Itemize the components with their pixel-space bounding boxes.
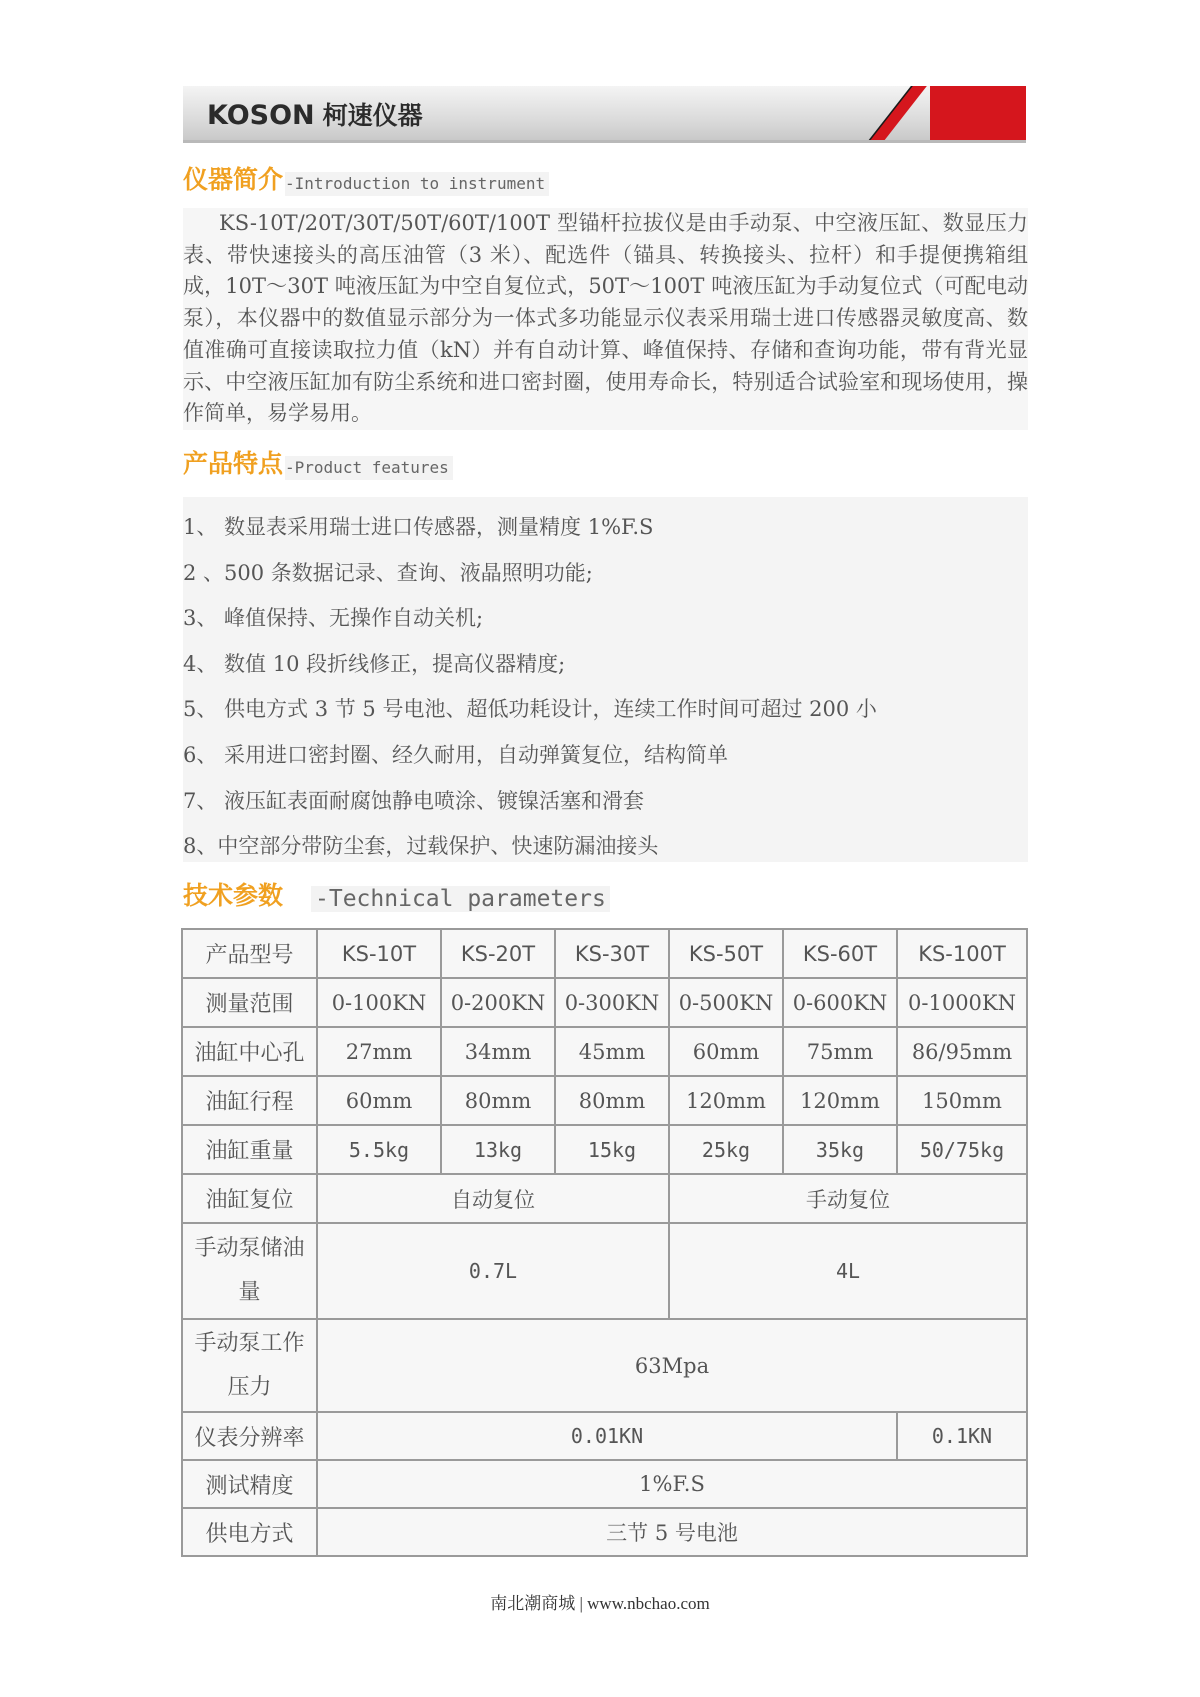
brand-name-cn: 柯速仪器 bbox=[322, 101, 423, 130]
feature-item: 6、 采用进口密封圈、经久耐用，自动弹簧复位，结构简单 bbox=[183, 743, 729, 767]
table-row-accuracy bbox=[182, 1460, 1027, 1508]
features-heading bbox=[183, 444, 453, 480]
value-cell: 0.01KN bbox=[317, 1412, 897, 1460]
value-cell: 80mm bbox=[441, 1076, 555, 1125]
features-heading-en: -Product features bbox=[285, 456, 453, 480]
row-label-cell bbox=[182, 1223, 317, 1319]
intro-paragraph bbox=[183, 208, 1028, 430]
row-label-cell: 油缸中心孔 bbox=[182, 1027, 317, 1076]
value-cell: 5.5kg bbox=[317, 1125, 441, 1174]
value-cell: 63Mpa bbox=[317, 1319, 1027, 1412]
features-heading-cn: 产品特点 bbox=[183, 449, 284, 478]
row-label-cell bbox=[182, 1319, 317, 1412]
table-row bbox=[182, 1027, 1027, 1076]
table-row bbox=[182, 978, 1027, 1027]
value-cell: 25kg bbox=[669, 1125, 783, 1174]
table-row-pressure bbox=[182, 1319, 1027, 1412]
feature-item: 8、中空部分带防尘套，过载保护、快速防漏油接头 bbox=[183, 834, 659, 858]
table-row-oil bbox=[182, 1223, 1027, 1319]
table-header-row bbox=[182, 929, 1027, 978]
model-cell: KS-20T bbox=[441, 929, 555, 978]
value-cell: 1%F.S bbox=[317, 1460, 1027, 1508]
intro-text: KS-10T/20T/30T/50T/60T/100T 型锚杆拉拔仪是由手动泵、中空液压缸、数显压力表、带快速接头的高压油管（3 米）、配选件（锚具、转换接头、拉杆）和手提便携箱组成，10T～30T 吨液压缸为中空自复位式，50T～100T 吨液压缸为手动复位式（可配电动泵），本仪器中的数值显示部分为一体式多功能显示仪表采用瑞士进口传感器灵敏度高、数值准确可直接读取拉力值（kN）并有自动计算、峰值保持、存储和查询功能，带有背光显示、中空液压缸加有防尘系统和进口密封圈，使用寿命长，特别适合试验室和现场使用，操作简单，易学易用。 bbox=[183, 211, 1028, 426]
value-cell: 0.1KN bbox=[897, 1412, 1027, 1460]
row-label-cell: 测量范围 bbox=[182, 978, 317, 1027]
row-label-cell: 仪表分辨率 bbox=[182, 1412, 317, 1460]
intro-heading-en: -Introduction to instrument bbox=[285, 172, 549, 196]
value-cell: 0-500KN bbox=[669, 978, 783, 1027]
banner-red-block bbox=[930, 86, 1026, 140]
intro-heading bbox=[183, 160, 549, 196]
value-cell: 60mm bbox=[317, 1076, 441, 1125]
value-cell: 75mm bbox=[783, 1027, 897, 1076]
model-cell: KS-100T bbox=[897, 929, 1027, 978]
feature-item: 2 、500 条数据记录、查询、液晶照明功能; bbox=[183, 561, 593, 585]
value-cell: 45mm bbox=[555, 1027, 669, 1076]
value-cell: 0-100KN bbox=[317, 978, 441, 1027]
header-label-cell: 产品型号 bbox=[182, 929, 317, 978]
footer-text: 南北潮商城 | www.nbchao.com bbox=[490, 1594, 710, 1613]
feature-item: 4、 数值 10 段折线修正，提高仪器精度; bbox=[183, 652, 566, 676]
value-cell: 80mm bbox=[555, 1076, 669, 1125]
value-cell: 三节 5 号电池 bbox=[317, 1508, 1027, 1556]
row-label-cell: 测试精度 bbox=[182, 1460, 317, 1508]
row-label-cell: 供电方式 bbox=[182, 1508, 317, 1556]
model-cell: KS-10T bbox=[317, 929, 441, 978]
table-row bbox=[182, 1076, 1027, 1125]
row-label-line: 压力 bbox=[227, 1374, 272, 1400]
value-cell: 4L bbox=[669, 1223, 1027, 1319]
banner-red-stripe bbox=[864, 86, 930, 143]
feature-item: 3、 峰值保持、无操作自动关机; bbox=[183, 606, 484, 630]
value-cell-auto-reset: 自动复位 bbox=[317, 1174, 669, 1223]
feature-item: 7、 液压缸表面耐腐蚀静电喷涂、镀镍活塞和滑套 bbox=[183, 789, 645, 813]
feature-item: 5、 供电方式 3 节 5 号电池、超低功耗设计，连续工作时间可超过 200 小 bbox=[183, 697, 877, 721]
row-label-line: 手动泵储油 bbox=[194, 1236, 305, 1261]
brand-name-en: KOSON bbox=[207, 100, 315, 131]
value-cell: 86/95mm bbox=[897, 1027, 1027, 1076]
table-row bbox=[182, 1125, 1027, 1174]
features-list bbox=[183, 497, 1028, 862]
table-row-reset bbox=[182, 1174, 1027, 1223]
header-banner bbox=[183, 86, 1026, 143]
value-cell: 120mm bbox=[669, 1076, 783, 1125]
row-label-line: 手动泵工作 bbox=[194, 1330, 305, 1356]
row-label-line: 量 bbox=[238, 1280, 261, 1305]
params-heading-en: -Technical parameters bbox=[311, 886, 610, 912]
value-cell: 50/75kg bbox=[897, 1125, 1027, 1174]
table-row-resolution bbox=[182, 1412, 1027, 1460]
value-cell: 15kg bbox=[555, 1125, 669, 1174]
value-cell: 0.7L bbox=[317, 1223, 669, 1319]
model-cell: KS-50T bbox=[669, 929, 783, 978]
value-cell-manual-reset: 手动复位 bbox=[669, 1174, 1027, 1223]
value-cell: 34mm bbox=[441, 1027, 555, 1076]
row-label-cell: 油缸行程 bbox=[182, 1076, 317, 1125]
intro-heading-cn: 仪器简介 bbox=[183, 165, 284, 194]
feature-item: 1、 数显表采用瑞士进口传感器，测量精度 1%F.S bbox=[183, 515, 654, 539]
value-cell: 0-600KN bbox=[783, 978, 897, 1027]
value-cell: 35kg bbox=[783, 1125, 897, 1174]
parameters-table bbox=[181, 928, 1028, 1557]
row-label-cell: 油缸重量 bbox=[182, 1125, 317, 1174]
value-cell: 150mm bbox=[897, 1076, 1027, 1125]
value-cell: 0-300KN bbox=[555, 978, 669, 1027]
value-cell: 0-1000KN bbox=[897, 978, 1027, 1027]
model-cell: KS-60T bbox=[783, 929, 897, 978]
table-row-power bbox=[182, 1508, 1027, 1556]
value-cell: 13kg bbox=[441, 1125, 555, 1174]
value-cell: 0-200KN bbox=[441, 978, 555, 1027]
value-cell: 27mm bbox=[317, 1027, 441, 1076]
model-cell: KS-30T bbox=[555, 929, 669, 978]
brand-logo bbox=[207, 96, 423, 132]
params-heading-cn: 技术参数 bbox=[183, 881, 284, 910]
value-cell: 120mm bbox=[783, 1076, 897, 1125]
row-label-cell: 油缸复位 bbox=[182, 1174, 317, 1223]
params-heading bbox=[183, 876, 610, 912]
value-cell: 60mm bbox=[669, 1027, 783, 1076]
